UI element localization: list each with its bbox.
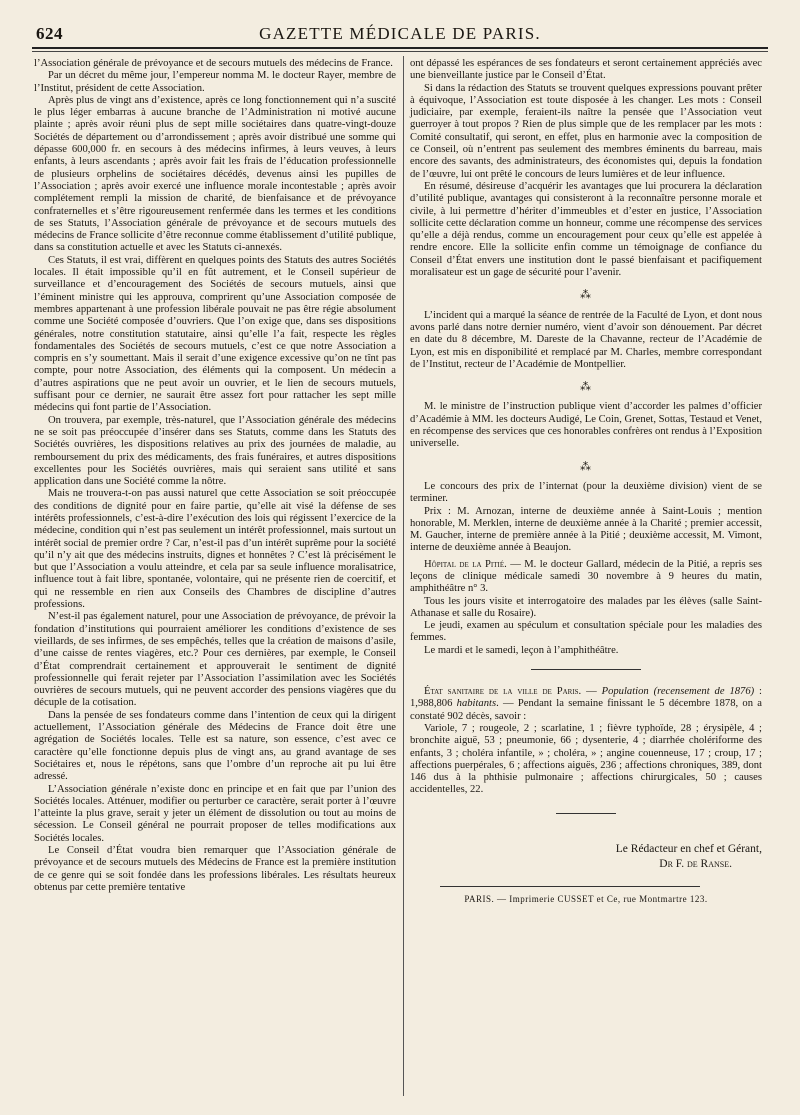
paragraph: Ces Statuts, il est vrai, diffèrent en quelques points des Statuts des autres Sociétés locales. Il était impossible qu’il en fût autrement, et le Conseil supérieur de surveillance et d’encouragement des Sociétés de secours mutuels, ainsi que l’éminent ministre qui les approuva, comprirent qu’une Association composée de membres appartenant à une profession libérale pouvait ne pas être régie absolument comme une Société composée d’ouvriers. Que l’on exige que, dans ses dispositions générales, notre constitution statutaire, ainsi qu’elle l’a fait, respecte les règles fondamentales des Sociétés de secours mutuels, c’est ce que notre Association a compris en s’y soumettant. Mais il serait d’une exigence excessive qu’on ne tînt pas compte, pour notre Association, des éléments qui la composent. Un médecin a d’autres aspirations que ne peut avoir un ouvrier, et le lien de secours mutuels, suffisant pour ce dernier, ne saurait être assez fort pour rattacher les sept mille médecins qui font partie de l’Association.	[34, 254, 396, 414]
paragraph: Après plus de vingt ans d’existence, après ce long fonctionnement qui n’a suscité le plus léger embarras à aucune branche de l’Administration ni motivé aucune plainte ; après avoir réuni plus de sept mille sociétaires dans quatre-vingt-douze Sociétés de département ou d’arrondissement ; après avoir distribué une somme qui dépasse 600,000 fr. en secours à des médecins infirmes, à leurs veuves, à leurs enfants, à leurs ascendants ; après avoir fait les frais de l’éducation professionnelle de plusieurs orphelins de sociétaires décédés, devenus ainsi les pupilles de l’Association ; après avoir exercé une influence morale incontestable ; après avoir complétement rempli la mission de charité, de bienfaisance et de prévoyance confraternelles et s’être rigoureusement renfermée dans les termes et les conditions de ses Statuts, l’Association générale de prévoyance et de secours mutuels des médecins de France sollicite d’être reconnue comme établissement d’utilité publique, dans sa constitution actuelle et avec les Statuts ci-annexés.	[34, 94, 396, 254]
pitie-tuesday: Le mardi et le samedi, leçon à l’amphithéâtre.	[424, 644, 619, 656]
separator-asterism: ⁂	[580, 460, 592, 473]
paragraph: Si dans la rédaction des Statuts se trouvent quelques expressions pouvant prêter à équivoque, l’Association est toute disposée à les changer. Les mots : Conseil judiciaire, par exemple, feraient-ils naître la pensée que l’Association veut guerroyer à tout propos ? Rien de plus simple que de les remplacer par les mots : Comité consultatif, qui seront, en effet, plus en harmonie avec la composition de ce Conseil, où n’entrent pas seulement des membres éminents du barreau, mais encore des savants, des administrateurs, des économistes qui, depuis la fondation de l’œuvre, lui ont prêté le concours de leurs lumières et de leur influence.	[410, 82, 762, 180]
population-label: Population (recensement de 1876)	[601, 686, 755, 698]
printer-imprint: PARIS. — Imprimerie CUSSET et Ce, rue Montmartre 123.	[464, 893, 708, 904]
paragraph: Par un décret du même jour, l’empereur nomma M. le docteur Rayer, membre de l’Institut, président de cette Association.	[34, 70, 396, 94]
section-rule	[556, 813, 616, 814]
signature-title: Le Rédacteur en chef et Gérant,	[615, 842, 762, 855]
separator-asterism: ⁂	[580, 381, 592, 394]
paragraph: N’est-il pas également naturel, pour une Association de prévoyance, de prévoir la fondation d’institutions qui pourraient améliorer les conditions d’existence de ses vieillards, de ses infirmes, de ses empêchés, telles que la création de maisons d’asile, d’une caisse de rentes viagères, etc.? Pour ces dernières, par exemple, le Conseil d’État comprendrait certainement et approuverait le sentiment de dignité professionnelle qui ferait rejeter par l’Association l’assimilation avec les Sociétés ouvrières de secours mutuels, qui ne peuvent accorder des pensions viagères que du décuple de la cotisation.	[34, 611, 396, 709]
imprint-rule	[440, 886, 700, 887]
news-item-prix: Prix : M. Arnozan, interne de deuxième année à Saint-Louis ; mention honorable, M. Merklen, interne de deuxième année à la Charité ; premier accessit, M. Gaucher, interne de première année à la Pitié ; deuxième accessit, M. Vimont, interne de deuxième année à Beaujon.	[410, 505, 762, 554]
news-item-lyon: L’incident qui a marqué la séance de rentrée de la Faculté de Lyon, et dont nous avons parlé dans notre dernier numéro, vient d’avoir son dénouement. Par décret en date du 8 décembre, M. Dareste de la Chavanne, recteur de l’Académie de Lyon, est mis en disponibilité et remplacé par M. Charles, membre correspondant de l’Institut, recteur de l’Académie de Montpellier.	[410, 309, 762, 370]
etat-heading: État sanitaire de la ville de Paris.	[424, 686, 582, 698]
paragraph: Mais ne trouvera-t-on pas aussi naturel que cette Association se soit préoccupée des conditions de dignité pour en faire partie, qu’elle ait visé la défense de ses intérêts professionnels, c’est-à-dire l’exécution des lois qui régissent l’exercice de la médecine, condition qui n’est pas seulement un intérêt professionnel, mais surtout un intérêt social de premier ordre ? Car, n’est-il pas d’un intérêt suprême pour la société qu’il n’y ait que des médecins instruits, dignes et honnêtes ? C’est là précisément le but que l’Association a voulu atteindre, et cela par sa seule influence moralisatrice, influence tout à fait libre, spontanée, volontaire, qui ne présente rien de coercitif, et qui ne ressemble en rien aux Conseils des Chambres de discipline d’autres professions.	[34, 488, 396, 611]
page-header	[36, 24, 764, 46]
page-number: 624	[36, 24, 63, 43]
paragraph: En résumé, désireuse d’acquérir les avantages que lui procurera la déclaration d’utilité publique, avantages qui consisteront à la reconnaître personne morale et civile, à lui permettre d’hériter d’immeubles et d’ester en justice, l’Association sollicite cette déclaration comme un honneur, comme une récompense des services qu’elle a déjà rendus, comme un encouragement pour ceux qu’elle est appelée à rendre encore. Elle la sollicite enfin comme un témoignage de confiance du Conseil d’État envers une institution dont le passé bienfaisant et pacifiquement moralisateur est un gage de sécurité pour l’avenir.	[410, 180, 762, 279]
pitie-text: — M. le docteur Gallard, médecin de la Pitié, a repris ses leçons de clinique médicale samedi 30 novembre à 9 heures du matin, amphithéâtre n° 3.	[410, 558, 762, 595]
signature-block	[410, 842, 762, 872]
section-rule	[531, 669, 641, 670]
pitie-visits: Tous les jours visite et interrogatoire des malades par les élèves (salle Saint-Athanase et salle du Rosaire).	[410, 595, 762, 619]
header-rule	[32, 47, 768, 49]
pitie-thursday: Le jeudi, examen au spéculum et consultation spéciale pour les maladies des femmes.	[410, 620, 762, 644]
etat-sanitaire: État sanitaire de la ville de Paris. — Population (recensement de 1876) : 1,988,806 habitants. — Pendant la semaine finissant le 5 décembre 1878, on a constaté 902 décès, savoir :	[410, 686, 762, 722]
paragraph: L’Association générale n’existe donc en principe et en fait que par l’union des Sociétés locales. Atténuer, modifier ou perturber ce caractère, serait porter à l’œuvre l’atteinte la plus grave, serait y jeter un élément de dissolution ou tout au moins de sécession. Le Conseil général ne pourrait proposer de telles modifications aux Sociétés locales.	[34, 783, 396, 844]
paragraph: l’Association générale de prévoyance et de secours mutuels des médecins de France.	[34, 58, 393, 69]
header-rule-thin	[32, 51, 768, 52]
mortality-details: Variole, 7 ; rougeole, 2 ; scarlatine, 1 ; fièvre typhoïde, 28 ; érysipèle, 4 ; bronchite aiguë, 53 ; pneumonie, 66 ; dysenterie, 4 ; diarrhée cholériforme des enfants, 3 ; choléra infantile, » ; choléra, » ; angine couenneuse, 17 ; croup, 17 ; affections puerpérales, 6 ; affections aiguës, 236 ; affections chroniques, 389, dont 146 dus à la phthisie pulmonaire ; affections chirurgicales, 50 ; causes accidentelles, 22.	[410, 722, 762, 796]
paragraph: ont dépassé les espérances de ses fondateurs et seront certainement appréciés avec une bienveillante justice par le Conseil d’État.	[410, 58, 762, 82]
separator-asterism: ⁂	[580, 289, 592, 302]
column-divider	[403, 56, 404, 1096]
paragraph: Dans la pensée de ses fondateurs comme dans l’intention de ceux qui la dirigent actuellement, l’Association générale des Médecins de France doit être une agrégation de Sociétés locales. Telle est sa nature, son essence, c’est avec ce caractère qu’elle fonctionne depuis plus de vingt ans, au grand avantage de ses Sociétaires et, nous le répétons, sans que l’ombre d’un reproche ait pu lui être adressé.	[34, 709, 396, 783]
left-column	[34, 58, 396, 894]
paragraph: Le Conseil d’État voudra bien remarquer que l’Association générale de prévoyance et de secours mutuels des Médecins de France est la première institution de ce genre qui se soit fondée dans les professions libérales. Les résultats heureux obtenus par cette première tentative	[34, 845, 396, 893]
news-item-internat: Le concours des prix de l’internat (pour la deuxième division) vient de se terminer.	[410, 480, 762, 505]
paragraph: On trouvera, par exemple, très-naturel, que l’Association générale des médecins ne se soit pas préoccupée d’insérer dans ses Statuts, comme dans les Statuts des Sociétés ouvrières, les dispositions relatives au prix des journées de maladie, au remboursement du prix des médicaments, des frais funéraires, et autres dispositions excellentes pour les Sociétés ouvrières, mais qui seraient sans utilité et sans application dans une Société comme la nôtre.	[34, 414, 396, 488]
news-item-pitie	[410, 559, 762, 596]
journal-title: GAZETTE MÉDICALE DE PARIS.	[259, 24, 541, 43]
right-column	[410, 58, 762, 905]
population-value: : 1,988,806	[410, 686, 762, 710]
news-item-palmes: M. le ministre de l’instruction publique vient d’accorder les palmes d’officier d’Académie à MM. les docteurs Audigé, Le Coin, Grenet, Sottas, Testaud et Venet, en récompense des services que ces honorables confrères ont rendus à l’Exposition universelle.	[410, 401, 762, 450]
pitie-heading: Hôpital de la Pitié.	[424, 558, 507, 570]
signature-name: Dr F. de Ranse.	[659, 857, 732, 870]
